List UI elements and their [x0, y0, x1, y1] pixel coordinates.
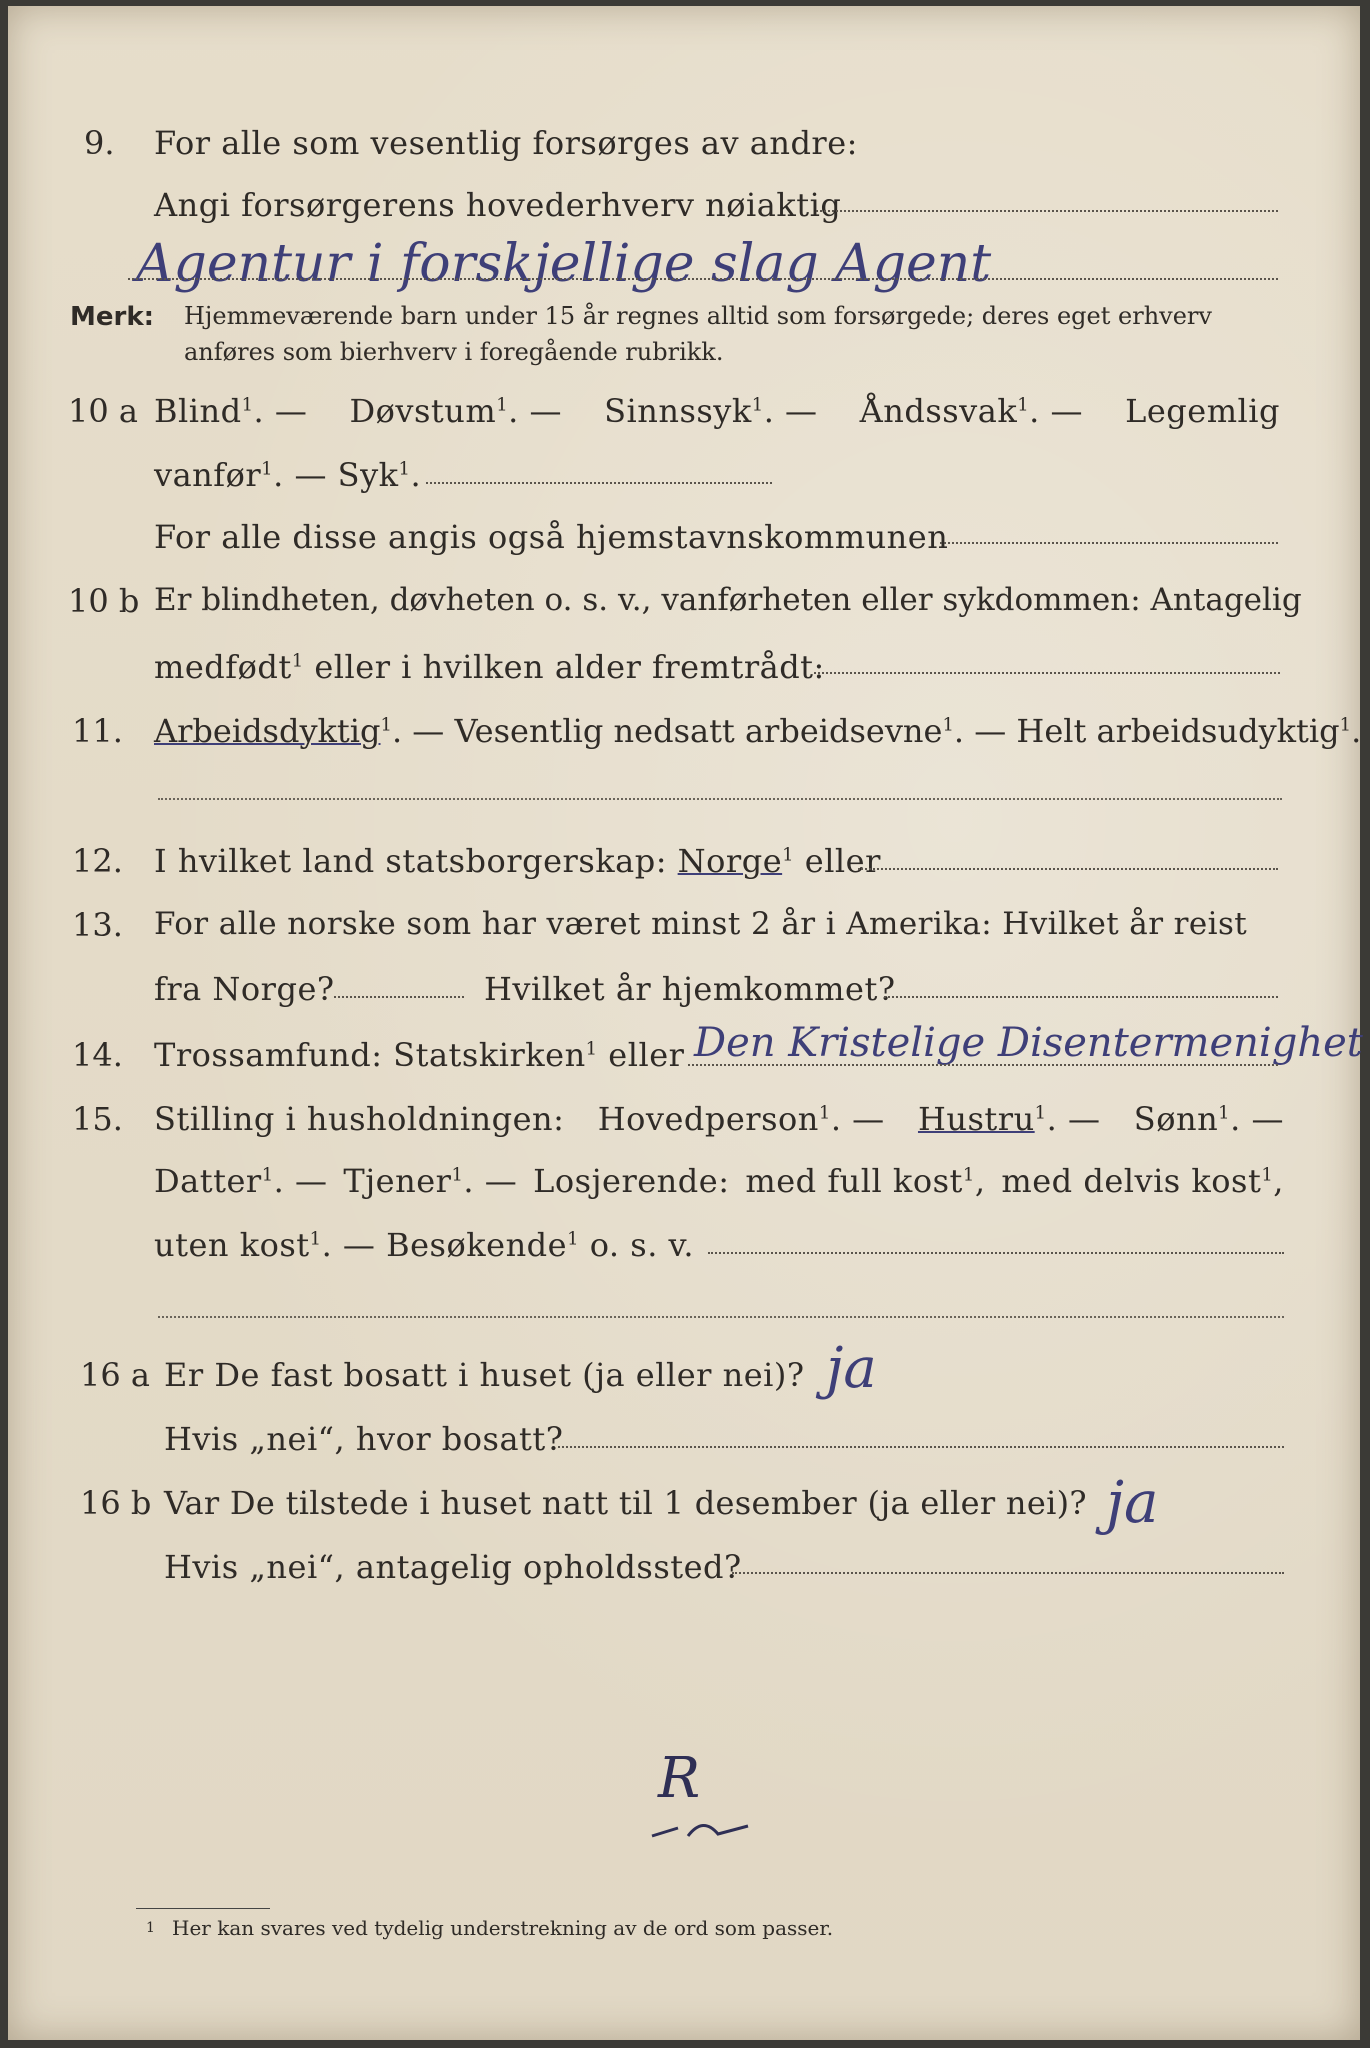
q16a-answer-line [558, 1446, 1284, 1448]
q10b-alder-line [814, 672, 1280, 674]
opt-nedsatt: Vesentlig nedsatt arbeidsevne [454, 712, 943, 750]
q10b-line2: medfødt$^1$ eller i hvilken alder fremtrådt: [154, 648, 825, 686]
q15-line1: Stilling i husholdningen: Hovedperson$^1$. — Hustru$^1$. — Sønn$^1$. — [154, 1100, 1284, 1138]
q11-answer-line [158, 798, 1282, 800]
q13-hjemkommet-line [884, 996, 1278, 998]
opt-hovedperson: Hovedperson$^1$. — [597, 1100, 885, 1138]
q10b-number: 10 b [68, 582, 140, 620]
opt-udyktig: Helt arbeidsudyktig [1016, 712, 1340, 750]
opt-besokende: Besøkende$^1$ [386, 1226, 580, 1264]
q11-line: Arbeidsdyktig$^1$. — Vesentlig nedsatt arbeidsevne$^1$. — Helt arbeidsudyktig$^1$. [154, 712, 1362, 750]
census-form-page [8, 6, 1363, 2040]
q15-line3: uten kost$^1$. — Besøkende$^1$ o. s. v. [154, 1226, 694, 1264]
q16b-line1: Var De tilstede i huset natt til 1 desember (ja eller nei)? [164, 1484, 1087, 1522]
q12-line: I hvilket land statsborgerskap: Norge$^1$ eller [154, 842, 881, 880]
q12-number: 12. [72, 842, 123, 880]
check-mark-scribble [648, 1806, 758, 1846]
q16b-answer-line [732, 1572, 1284, 1574]
q13-reist-line [334, 996, 464, 998]
q13-line2a: fra Norge? [154, 970, 335, 1008]
q15-answer-line2 [158, 1316, 1284, 1318]
opt-full-kost: med full kost$^1$, [745, 1162, 986, 1200]
q10b-line1: Er blindheten, døvheten o. s. v., vanførheten eller sykdommen: Antagelig [154, 582, 1302, 618]
q14-line: Trossamfund: Statskirken$^1$ eller [154, 1036, 685, 1074]
merk-label: Merk: [70, 302, 155, 332]
opt-legemlig: Legemlig [1125, 392, 1280, 430]
opt-datter: Datter$^1$. — [154, 1162, 328, 1200]
q10a-kommune-line [940, 542, 1278, 544]
q16b-handwritten-answer: ja [1106, 1468, 1159, 1536]
q15-answer-line [708, 1252, 1284, 1254]
opt-tjener: Tjener$^1$. — [343, 1162, 518, 1200]
q14-handwritten-answer: Den Kristelige Disentermenighet [694, 1020, 1363, 1066]
q16a-handwritten-answer: ja [826, 1336, 877, 1401]
opt-uten-kost: uten kost$^1$. — [154, 1226, 376, 1264]
q13-line2b: Hvilket år hjemkommet? [484, 970, 896, 1008]
merk-line2: anføres som bierhverv i foregående rubrikk. [184, 338, 724, 366]
q9-handwritten-answer: Agentur i forskjellige slag Agent [136, 234, 992, 294]
opt-syk: Syk$^1$. [337, 456, 422, 494]
q10a-line1 [154, 392, 1280, 430]
opt-vanfor: vanfør$^1$. — [154, 456, 327, 494]
opt-norge: Norge [677, 842, 783, 880]
opt-sinnssyk: Sinnssyk$^1$. — [604, 392, 818, 430]
q10a-syk-line [426, 482, 772, 484]
q14-number: 14. [72, 1036, 123, 1074]
q13-line1: For alle norske som har været minst 2 år i Amerika: Hvilket år reist [154, 906, 1248, 942]
opt-sonn: Sønn$^1$. — [1133, 1100, 1284, 1138]
q16a-line2: Hvis „nei“, hvor bosatt? [164, 1420, 564, 1458]
q10a-line2 [154, 456, 421, 494]
q16a-number: 16 a [80, 1356, 150, 1394]
q10a-line3: For alle disse angis også hjemstavnskommunen [154, 518, 949, 556]
q9-answer-line2 [128, 278, 1278, 280]
q15-number: 15. [72, 1100, 123, 1138]
q16b-line2: Hvis „nei“, antagelig opholdssted? [164, 1548, 742, 1586]
q14-answer-line [688, 1064, 1278, 1066]
opt-delvis-kost: med delvis kost$^1$, [1001, 1162, 1284, 1200]
q16b-number: 16 b [80, 1484, 152, 1522]
opt-andssvak: Åndssvak$^1$. — [859, 392, 1084, 430]
footnote-mark: 1 [146, 1920, 155, 1936]
q11-number: 11. [72, 712, 123, 750]
q12-answer-line [858, 868, 1278, 870]
q10a-number: 10 a [68, 392, 138, 430]
opt-statskirken: Statskirken [393, 1036, 586, 1074]
q9-line2: Angi forsørgerens hovederhverv nøiaktig [154, 186, 842, 224]
q13-number: 13. [72, 906, 123, 944]
q9-number: 9. [84, 124, 115, 162]
opt-hustru: Hustru$^1$. — [917, 1100, 1101, 1138]
opt-dovstum: Døvstum$^1$. — [349, 392, 562, 430]
footnote-rule [136, 1908, 270, 1909]
footnote-text: Her kan svares ved tydelig understrekning av de ord som passer. [172, 1916, 834, 1940]
q9-question: For alle som vesentlig forsørges av andre: [154, 124, 858, 162]
q9-answer-line [816, 210, 1278, 212]
opt-blind: Blind$^1$. — [154, 392, 308, 430]
merk-line1: Hjemmeværende barn under 15 år regnes alltid som forsørgede; deres eget erhverv [184, 302, 1212, 330]
q16a-line1: Er De fast bosatt i huset (ja eller nei)? [164, 1356, 805, 1394]
handwritten-initials: R [658, 1746, 701, 1811]
q15-line2: Datter$^1$. — Tjener$^1$. — Losjerende: med full kost$^1$, med delvis kost$^1$, [154, 1162, 1284, 1200]
opt-arbeidsdyktig: Arbeidsdyktig [154, 712, 381, 750]
